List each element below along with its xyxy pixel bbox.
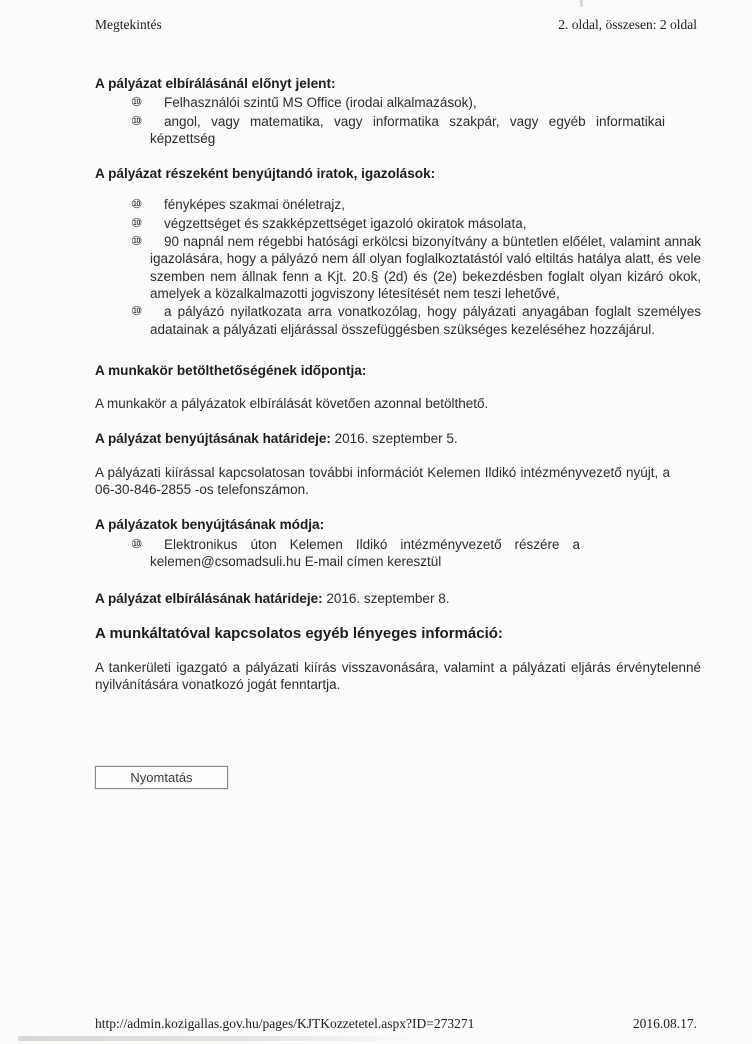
required-documents-list: [95, 196, 701, 337]
page-number-indicator: 2. oldal, összesen: 2 oldal: [558, 17, 697, 32]
section-heading-required-documents: A pályázat részeként benyújtandó iratok, igazolások:: [95, 166, 436, 182]
list-item: [95, 303, 701, 338]
evaluation-deadline-label: A pályázat elbírálásának határideje:: [95, 591, 323, 607]
start-date-paragraph: A munkakör a pályázatok elbírálását követően azonnal betölthető.: [95, 396, 489, 412]
footer-url: http://admin.kozigallas.gov.hu/pages/KJTKozzetetel.aspx?ID=273271: [95, 1016, 475, 1031]
bullet-icon: ⑩: [131, 304, 143, 319]
section-heading-other-info: A munkáltatóval kapcsolatos egyéb lényeges információ:: [95, 624, 503, 642]
section-heading-advantages: A pályázat elbírálásánál előnyt jelent:: [95, 76, 336, 91]
list-item-text: angol, vagy matematika, vagy informatika szakpár, vagy egyéb informatikai képzettség: [150, 113, 665, 146]
print-preview-header: [95, 17, 697, 33]
application-deadline-value: 2016. szeptember 5.: [334, 431, 458, 447]
contact-info-paragraph: A pályázati kiírással kapcsolatosan további információt Kelemen Ildikó intézményvezető nyújt, a 06-30-846-2855 -os telefonszámon.: [95, 464, 670, 498]
document-body: [95, 62, 701, 693]
advantages-list: [95, 94, 701, 147]
view-mode-label: Megtekintés: [95, 17, 162, 32]
list-item-text: fényképes szakmai önéletrajz,: [164, 197, 345, 213]
list-item: [95, 215, 701, 232]
evaluation-deadline-line: [95, 590, 701, 607]
application-deadline-label: A pályázat benyújtásának határideje:: [95, 431, 331, 447]
footer-date: 2016.08.17.: [632, 1016, 697, 1031]
list-item: [95, 536, 580, 571]
list-item-text: a pályázó nyilatkozata arra vonatkozólag, hogy pályázati anyagában foglalt személyes adatainak a pályázati eljárással összefüggésben szükséges kezeléséhez hozzájárul.: [150, 304, 701, 337]
section-heading-submission-method: A pályázatok benyújtásának módja:: [95, 517, 325, 533]
bullet-icon: ⑩: [131, 113, 143, 128]
list-item-text: végzettséget és szakképzettséget igazoló okiratok másolata,: [164, 215, 527, 231]
application-deadline-line: [95, 430, 701, 447]
evaluation-deadline-value: 2016. szeptember 8.: [326, 591, 450, 607]
print-button[interactable]: Nyomtatás: [95, 766, 228, 789]
list-item: [95, 113, 665, 148]
bullet-icon: ⑩: [131, 95, 143, 110]
scan-artifact-bottom: [18, 1036, 423, 1041]
list-item: [95, 196, 701, 213]
list-item: [95, 94, 701, 111]
bullet-icon: ⑩: [131, 215, 143, 230]
list-item-text: Felhasználói szintű MS Office (irodai alkalmazások),: [164, 95, 477, 111]
list-item-text: 90 napnál nem régebbi hatósági erkölcsi bizonyítvány a büntetlen előélet, valamint annak igazolására, hogy a pályázó nem áll olyan foglalkoztatástól való eltiltás hatálya alatt, és vele szemben nem állnak fenn a Kjt. 20.§ (2d) és (2e) bekezdésben foglalt olyan kizáró okok, amelyek a közalkalmazotti jogviszony létesítését nem teszi lehetővé,: [150, 234, 701, 301]
list-item-text: Elektronikus úton Kelemen Ildikó intézményvezető részére a kelemen@csomadsuli.hu E-mail címen keresztül: [150, 536, 580, 569]
section-heading-start-date: A munkakör betölthetőségének időpontja:: [95, 362, 367, 378]
bullet-icon: ⑩: [131, 536, 143, 551]
bullet-icon: ⑩: [131, 197, 143, 212]
scan-artifact-top: [580, 0, 583, 7]
submission-method-list: [95, 536, 701, 571]
bullet-icon: ⑩: [131, 234, 143, 249]
other-info-paragraph: A tankerületi igazgató a pályázati kiírás visszavonására, valamint a pályázati eljárás érvénytelenné nyilvánítására vonatkozó jogát fenntartja.: [95, 659, 701, 692]
list-item: [95, 233, 701, 302]
print-preview-footer: [95, 1016, 697, 1032]
